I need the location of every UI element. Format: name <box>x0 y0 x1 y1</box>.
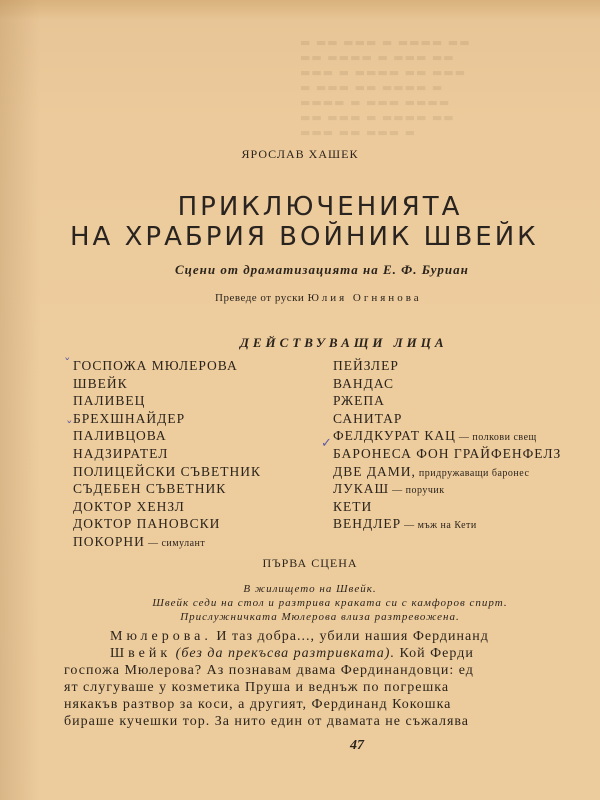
cast-item: ВАНДАС <box>333 375 394 391</box>
cast-item: ПОЛИЦЕЙСКИ СЪВЕТНИК <box>73 463 261 479</box>
subtitle: Сцени от драматизацията на Е. Ф. Буриан <box>175 262 469 277</box>
cast-item: КЕТИ <box>333 498 373 514</box>
stage-direction: Прислужничката Мюлерова влиза разтревожена. <box>180 611 460 623</box>
cast-item: ПЕЙЗЛЕР <box>333 358 399 373</box>
bleed-through-text: ▬ ▬▬ ▬▬▬ ▬ ▬▬▬▬ ▬▬ ▬▬ ▬▬▬▬ ▬ ▬▬▬ ▬▬ ▬▬▬ ▬ ▬▬▬▬ ▬▬ ▬▬▬ ▬ ▬▬▬ ▬▬ ▬▬▬▬ ▬ ▬▬▬▬ ▬ ▬▬▬ ▬▬▬▬ ▬▬ ▬▬▬ ▬ ▬▬▬▬ ▬▬ ▬▬▬ ▬▬ ▬▬▬ ▬ <box>300 36 471 139</box>
pencil-tick-icon: ˇ <box>66 420 73 435</box>
cast-heading: ДЕЙСТВУВАЩИ ЛИЦА <box>240 335 448 350</box>
cast-item: РЖЕПА <box>333 393 385 409</box>
dialogue-line: ят слугуваше у козметика Пруша и веднъж по погрешка <box>64 680 450 695</box>
page-shadow <box>0 0 40 800</box>
dialogue-line: някакъв разтвор за коси, а другият, Фердинанд Кокошка <box>64 697 452 712</box>
cast-item: ДОКТОР ПАНОВСКИ <box>73 516 221 532</box>
cast-item: БРЕХШНАЙДЕР <box>73 410 186 426</box>
dialogue-text <box>64 628 600 730</box>
cast-item: ПАЛИВЕЦ <box>73 393 146 409</box>
cast-item: НАДЗИРАТЕЛ <box>73 445 169 461</box>
cast-item: БАРОНЕСА ФОН ГРАЙФЕНФЕЛЗ <box>333 445 562 461</box>
scene-title: ПЪРВА СЦЕНА <box>262 556 358 570</box>
dialogue-line: бираше кучешки тор. За нито един от двамата не съжалява <box>64 714 470 729</box>
cast-item: ДОКТОР ХЕНЗЛ <box>73 498 185 514</box>
cast-item: ПОКОРНИ — симулант <box>73 533 206 549</box>
cast-item: ГОСПОЖА МЮЛЕРОВА <box>73 358 238 373</box>
page-number: 47 <box>350 738 364 753</box>
cast-item: ШВЕЙК <box>73 375 128 391</box>
pencil-check-icon: ✓ <box>321 436 332 451</box>
cast-item: ФЕЛДКУРАТ КАЦ — полкови свещ <box>333 428 537 444</box>
cast-item: ВЕНДЛЕР — мъж на Кети <box>333 516 477 532</box>
cast-item: ЛУКАШ — поручик <box>333 481 445 497</box>
cast-item: ДВЕ ДАМИ, придружаващи баронес <box>333 463 530 479</box>
title-line-2: НА ХРАБРИЯ ВОЙНИК ШВЕЙК <box>70 222 539 252</box>
stage-direction: В жилището на Швейк. <box>243 583 377 595</box>
cast-list-left <box>73 358 261 552</box>
translator-name: Юлия Огнянова <box>307 292 422 304</box>
cast-item: СЪДЕБЕН СЪВЕТНИК <box>73 481 227 497</box>
translator-prefix: Преведе от руски <box>215 292 305 304</box>
title-line-1: ПРИКЛЮЧЕНИЯТА <box>177 192 463 222</box>
cast-list-right <box>333 358 561 534</box>
dialogue-line: Швейк (без да прекъсва разтривката). Кой Ферди <box>110 646 474 661</box>
translator-credit <box>215 292 422 304</box>
stage-direction: Швейк седи на стол и разтрива краката си с камфоров спирт. <box>152 597 508 609</box>
author-name: ЯРОСЛАВ ХАШЕК <box>241 147 359 161</box>
dialogue-line: Мюлерова. И таз добра..., убили нашия Фердинанд <box>110 629 489 644</box>
cast-item: ПАЛИВЦОВА <box>73 428 167 444</box>
dialogue-line: госпожа Мюлерова? Аз познавам двама Фердинандовци: ед <box>64 663 474 678</box>
pencil-check-icon: ˇ <box>64 357 71 372</box>
cast-item: САНИТАР <box>333 410 403 426</box>
